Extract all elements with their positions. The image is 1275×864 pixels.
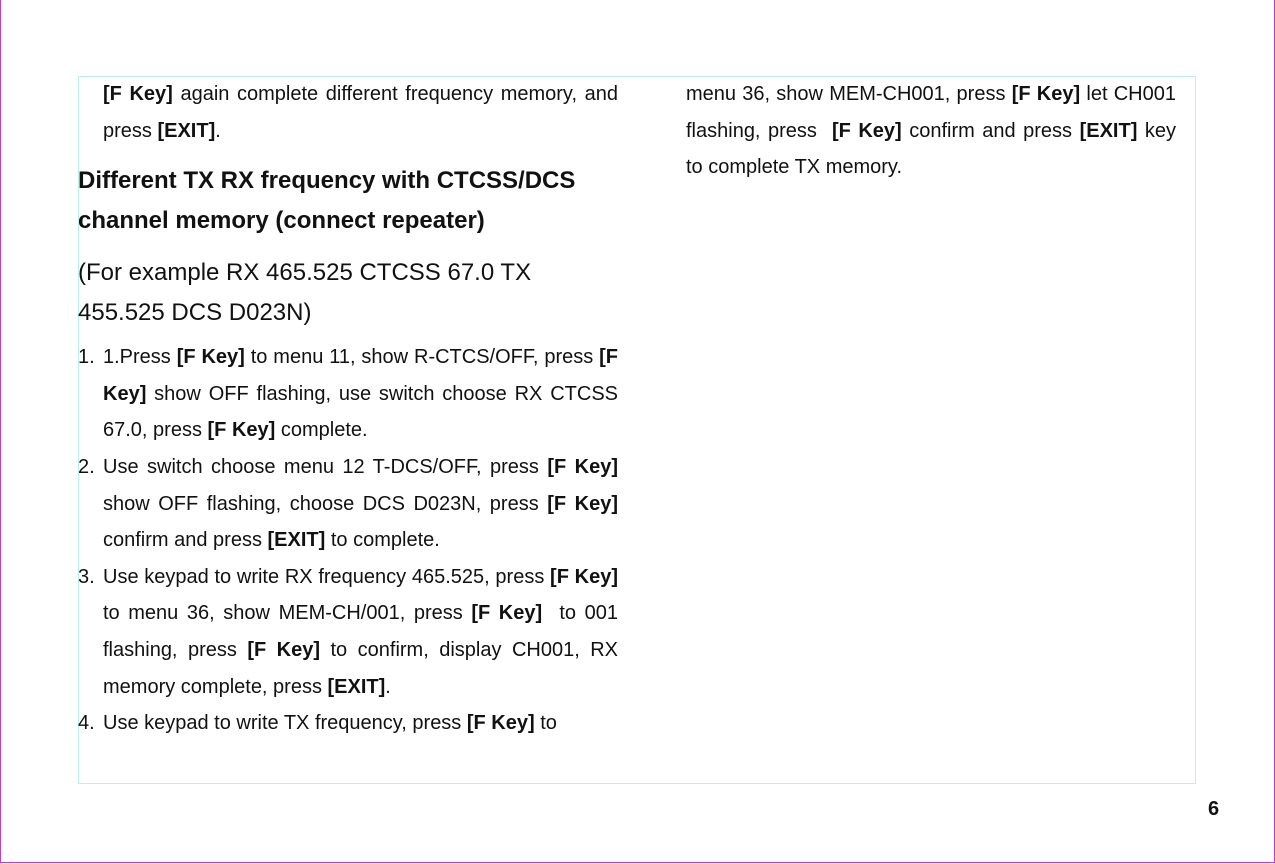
example-subheading: (For example RX 465.525 CTCSS 67.0 TX 455.525 DCS D023N) — [78, 259, 532, 327]
text-run: . — [215, 119, 221, 142]
text-run: to — [534, 712, 557, 735]
step-number: 3. — [78, 565, 95, 588]
text-run: to confirm, display CH001, RX memory complete, press — [103, 638, 618, 698]
key-label: [EXIT] — [1079, 119, 1138, 142]
list-item — [78, 449, 618, 559]
text-run: Use switch choose menu 12 T-DCS/OFF, press — [103, 455, 548, 478]
key-label: [F Key] — [466, 712, 535, 735]
text-run: to complete. — [325, 529, 440, 552]
step-number: 4. — [78, 712, 95, 735]
step-number: 1. — [78, 346, 95, 369]
key-label: [EXIT] — [327, 675, 386, 698]
key-label: [F Key] — [550, 565, 618, 588]
section-heading: Different TX RX frequency with CTCSS/DCS channel memory (connect repeater) — [78, 167, 576, 235]
key-label: [EXIT] — [157, 119, 216, 142]
list-item — [78, 705, 618, 742]
key-label: [F Key] — [176, 346, 245, 369]
key-label: [F Key] — [471, 602, 543, 625]
text-run: to menu 11, show R-CTCS/OFF, press — [244, 346, 600, 369]
key-label: [F Key] — [103, 346, 619, 405]
right-column — [686, 76, 1182, 186]
text-run: menu 36, show MEM-CH001, press — [686, 83, 1012, 105]
text-run: confirm and press — [901, 119, 1080, 142]
key-label: [F Key] — [547, 492, 618, 515]
steps-list — [78, 339, 624, 742]
key-label: [F Key] — [207, 419, 276, 442]
key-label: [F Key] — [247, 638, 321, 661]
continued-step-paragraph — [686, 76, 1182, 186]
list-item — [78, 339, 618, 449]
continuation-paragraph — [78, 76, 618, 149]
text-run: show OFF flashing, choose DCS D023N, press — [103, 492, 548, 515]
key-label: [F Key] — [103, 83, 173, 105]
text-run: key to complete TX memory. — [686, 119, 1176, 179]
text-run: to menu 36, show MEM-CH/001, press — [103, 602, 472, 625]
key-label: [F Key] — [547, 455, 618, 478]
key-label: [F Key] — [831, 119, 902, 142]
text-run: confirm and press — [103, 529, 268, 552]
text-run: . — [385, 675, 391, 698]
text-run: let CH001 flashing, press — [686, 83, 1182, 142]
text-run: complete. — [275, 419, 368, 442]
text-run: Use keypad to write TX frequency, press — [103, 712, 467, 735]
key-label: [EXIT] — [267, 529, 326, 552]
list-item — [78, 559, 624, 705]
left-column — [78, 76, 624, 742]
text-run: show OFF flashing, use switch choose RX CTCSS 67.0, press — [103, 382, 618, 442]
text-run: 1.Press — [103, 346, 177, 369]
text-run: to 001 flashing, press — [103, 602, 624, 661]
text-run: Use keypad to write RX frequency 465.525, press — [103, 565, 551, 588]
key-label: [F Key] — [1011, 83, 1081, 105]
page-number: 6 — [1208, 798, 1220, 820]
text-run: again complete different frequency memory, and press — [103, 83, 618, 142]
step-number: 2. — [78, 455, 95, 478]
